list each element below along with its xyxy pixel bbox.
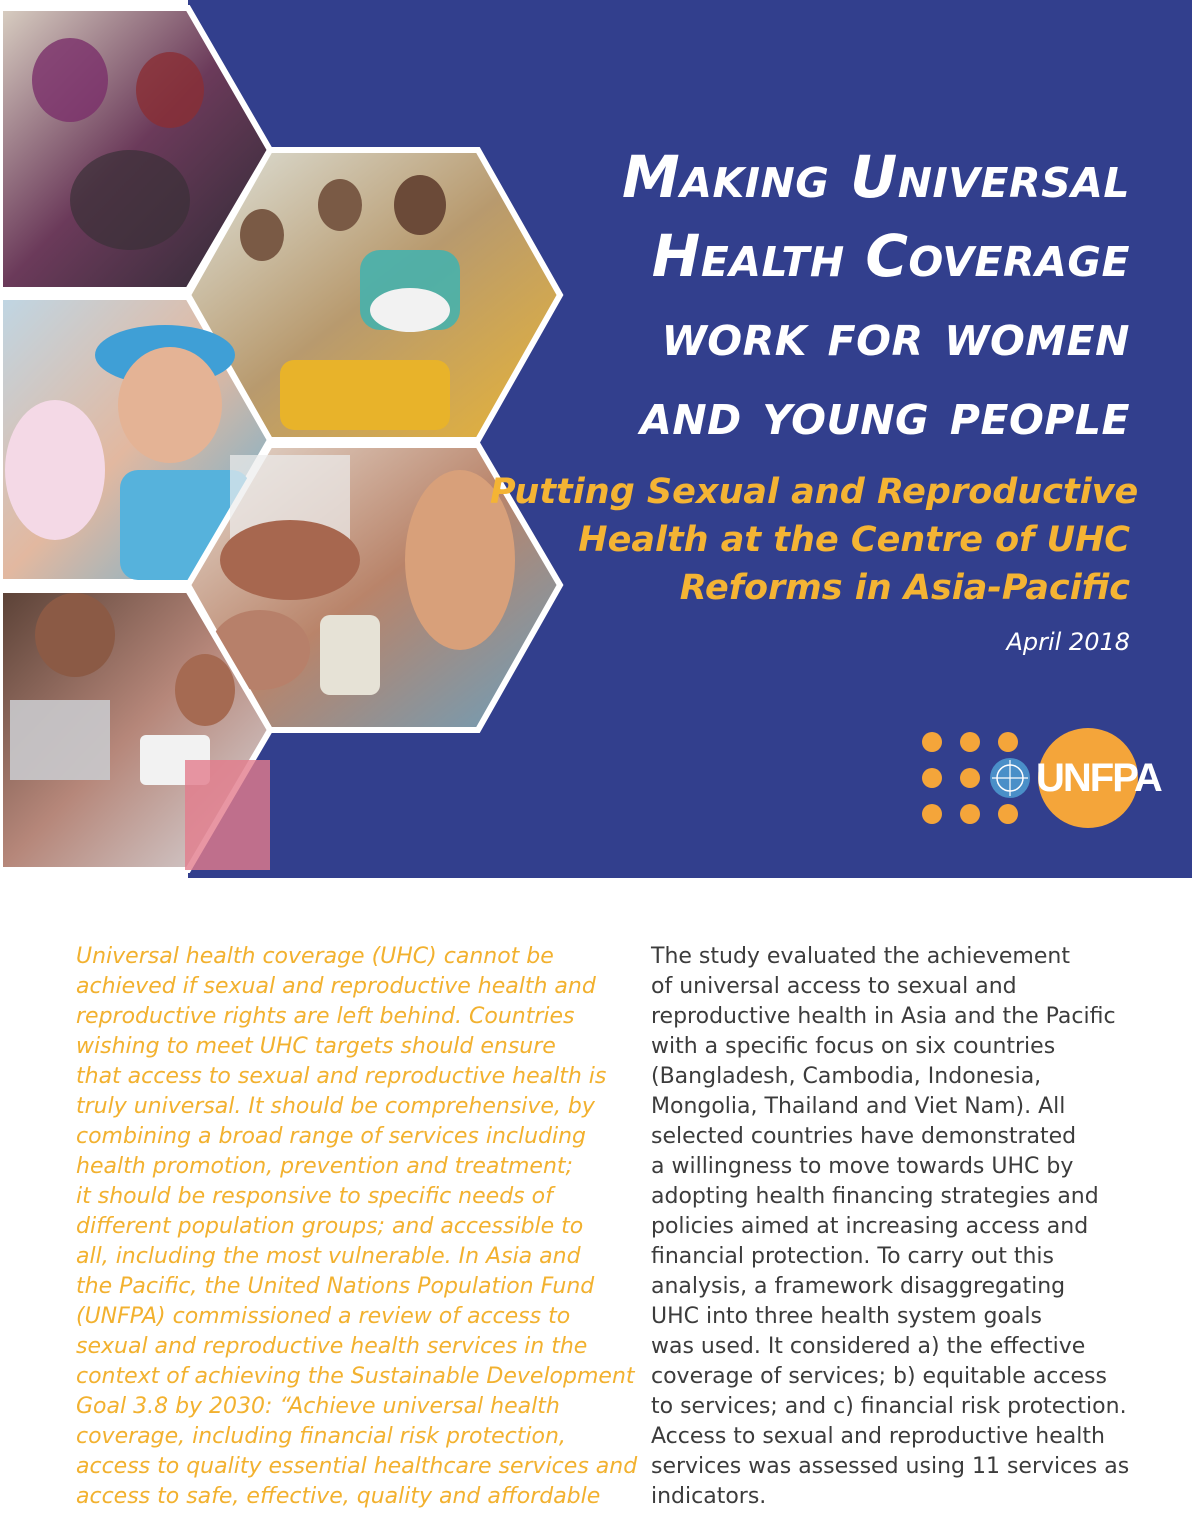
- text-line: wishing to meet UHC targets should ensure: [76, 1034, 556, 1059]
- title-line: and young people: [640, 380, 1130, 448]
- text-line: a willingness to move towards UHC by: [651, 1154, 1074, 1179]
- text-line: reproductive health in Asia and the Pacific: [651, 1004, 1116, 1029]
- text-line: (UNFPA) commissioned a review of access to: [76, 1304, 571, 1329]
- text-line: was used. It considered a) the effective: [651, 1334, 1086, 1359]
- text-line: the Pacific, the United Nations Population Fund: [76, 1274, 595, 1299]
- document-title: [470, 138, 1130, 454]
- text-line: coverage of services; b) equitable access: [651, 1364, 1107, 1389]
- text-line: The study evaluated the achievement: [651, 944, 1070, 969]
- title-line: Making Universal: [622, 143, 1130, 211]
- text-line: achieved if sexual and reproductive health and: [76, 974, 596, 999]
- logo-text: UNFPA: [1036, 756, 1161, 800]
- study-column: [651, 942, 1131, 1512]
- text-line: truly universal. It should be comprehensive, by: [76, 1094, 595, 1119]
- subtitle-line: Health at the Centre of UHC: [578, 520, 1130, 560]
- text-line: of universal access to sexual and: [651, 974, 1017, 999]
- un-emblem-icon: [990, 758, 1030, 798]
- text-line: combining a broad range of services including: [76, 1124, 587, 1149]
- text-line: financial protection. To carry out this: [651, 1244, 1055, 1269]
- text-line: Universal health coverage (UHC) cannot be: [76, 944, 554, 969]
- subtitle-line: Putting Sexual and Reproductive: [490, 472, 1139, 512]
- text-line: indicators.: [651, 1484, 767, 1509]
- text-line: with a specific focus on six countries: [651, 1034, 1056, 1059]
- text-line: UHC into three health system goals: [651, 1304, 1042, 1329]
- text-line: services was assessed using 11 services as: [651, 1454, 1130, 1479]
- text-line: context of achieving the Sustainable Development: [76, 1364, 635, 1389]
- text-line: Goal 3.8 by 2030: “Achieve universal health: [76, 1394, 560, 1419]
- text-line: access to quality essential healthcare services and: [76, 1454, 638, 1479]
- text-line: all, including the most vulnerable. In Asia and: [76, 1244, 581, 1269]
- intro-column: [76, 942, 638, 1512]
- text-line: access to safe, effective, quality and affordable: [76, 1484, 601, 1509]
- subtitle-line: Reforms in Asia-Pacific: [679, 568, 1130, 608]
- text-line: reproductive rights are left behind. Countries: [76, 1004, 575, 1029]
- text-line: adopting health financing strategies and: [651, 1184, 1099, 1209]
- publication-date: April 2018: [1006, 628, 1130, 656]
- text-line: selected countries have demonstrated: [651, 1124, 1077, 1149]
- text-line: health promotion, prevention and treatment;: [76, 1154, 573, 1179]
- text-line: analysis, a framework disaggregating: [651, 1274, 1066, 1299]
- text-line: policies aimed at increasing access and: [651, 1214, 1089, 1239]
- text-line: to services; and c) financial risk protection.: [651, 1394, 1127, 1419]
- text-line: it should be responsive to specific needs of: [76, 1184, 553, 1209]
- text-line: sexual and reproductive health services in the: [76, 1334, 588, 1359]
- title-line: work for women: [661, 301, 1130, 369]
- text-line: coverage, including financial risk protection,: [76, 1424, 566, 1449]
- title-line: Health Coverage: [651, 222, 1130, 290]
- text-line: different population groups; and accessible to: [76, 1214, 584, 1239]
- document-subtitle: [490, 468, 1139, 612]
- text-line: Mongolia, Thailand and Viet Nam). All: [651, 1094, 1066, 1119]
- text-line: that access to sexual and reproductive health is: [76, 1064, 607, 1089]
- text-line: Access to sexual and reproductive health: [651, 1424, 1105, 1449]
- text-line: (Bangladesh, Cambodia, Indonesia,: [651, 1064, 1042, 1089]
